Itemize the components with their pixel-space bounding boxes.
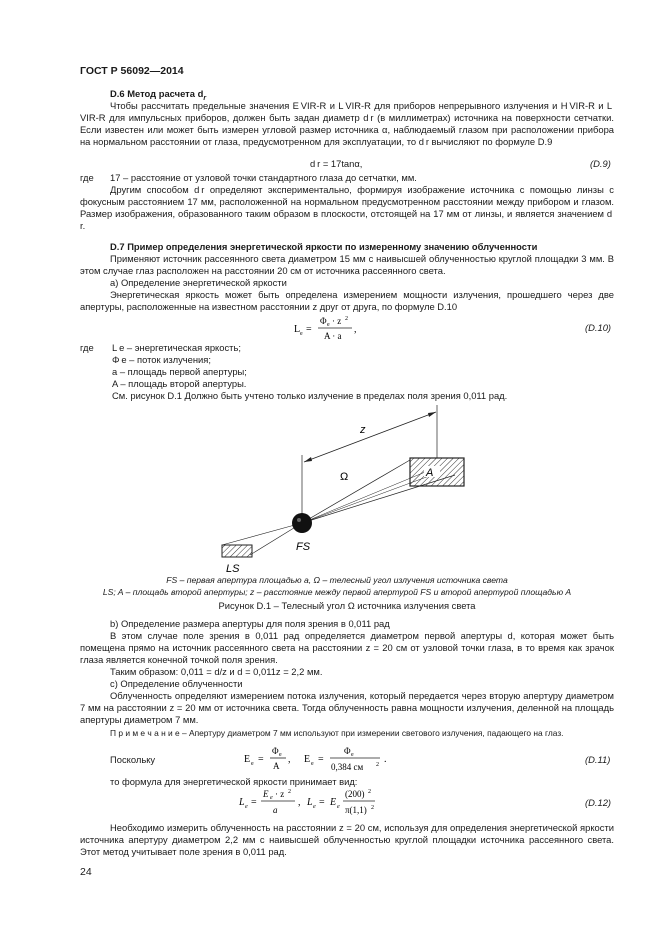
svg-text:e: e — [300, 331, 303, 337]
note: П р и м е ч а н и е – Апертуру диаметром 7 мм используют при измерении светового излучения, падающего на глаз. — [110, 728, 564, 738]
section-d6-heading: D.6 Метод расчета $d_r$ — [110, 88, 207, 102]
aperture-FS-highlight — [297, 518, 301, 522]
label-z: z — [360, 424, 366, 436]
z-arrow-start — [304, 457, 312, 462]
svg-text:.: . — [384, 754, 387, 765]
since-label: Поскольку — [110, 754, 156, 765]
svg-text:(200): (200) — [345, 789, 365, 799]
figure-d1-diagram — [200, 400, 490, 575]
source-LS-box — [222, 545, 252, 557]
figure-caption-line-1: FS – первая апертура площадью a, Ω – телесный угол излучения источника света — [166, 575, 508, 585]
part-b-paragraph-3: Облученность определяют измерением потока излучения, который передается через вторую апертуру диаметром 7 мм на расстоянии z = 20 мм от источника света. Тогда облученность равна мощности излучения, деленной на площадь апертуры диаметром 7 мм. — [80, 690, 614, 725]
z-dimension-line — [304, 412, 436, 462]
svg-text:e: e — [279, 752, 282, 758]
svg-text:A: A — [273, 761, 280, 771]
svg-text:A · a: A · a — [324, 331, 342, 341]
formula-d12-number: (D.12) — [585, 797, 612, 808]
svg-text:Φ: Φ — [344, 746, 351, 756]
formula-d12 — [235, 785, 385, 821]
d6-paragraph-2: Другим способом d r определяют экспериментально, формируя изображение источника с помощью линзы с фокусным расстоянием 17 мм, расположенной на нормальном предусмотренном расстоянии между прибором и глазом. Размер изображения, образованного таким образом в плоскости, отстоящей на 17 мм от линзы, и является значением d r. — [80, 184, 614, 231]
part-b-paragraph-4: Необходимо измерить облученность на расстоянии z = 20 см, используя для определения энергетической яркости источника апертуру диаметром 2,2 мм с наивысшей облученностью круглой площадки источника рассеянного света. Этот метод учитывает поле зрения в 0,011 рад. — [80, 822, 614, 857]
svg-text:Φ: Φ — [272, 746, 279, 756]
where-label: где — [80, 172, 94, 183]
label-LS: LS — [226, 563, 240, 575]
svg-text:=: = — [258, 754, 264, 765]
svg-text:E: E — [330, 797, 337, 808]
svg-text:,: , — [354, 324, 357, 335]
svg-text:L: L — [307, 797, 313, 808]
cone-upper-ray — [302, 460, 410, 523]
svg-text:π(1,1): π(1,1) — [345, 805, 367, 815]
item-a: а) Определение энергетической яркости — [110, 277, 287, 288]
where-d9-text: 17 – расстояние от узловой точки стандартного глаза до сетчатки, мм. — [110, 172, 417, 183]
svg-text:,: , — [298, 797, 301, 808]
svg-text:=: = — [319, 797, 325, 808]
figure-caption-line-2: LS; A – площадь второй апертуры; z – расстояние между первой апертурой FS и второй апертурой площадью A — [102, 587, 572, 597]
svg-text:e: e — [313, 804, 316, 810]
svg-text:2: 2 — [368, 789, 371, 795]
d6-paragraph-1: Чтобы рассчитать предельные значения E VIR-R и L VIR-R для приборов непрерывного излучения и H VIR-R и L VIR-R для импульсных приборов, должен быть задан диаметр d r (в миллиметрах) источника на поверхности сетчатки. Если известен или может быть измерен угловой размер источника α, наблюдаемый глазом при расположении прибора на нормальном расстоянии от глаза, предусмотренном для эксплуатации, то d r вычисляют по формуле D.9 — [80, 100, 614, 147]
see-figure-text: См. рисунок D.1 Должно быть учтено только излучение в пределах поля зрения 0,011 рад. — [112, 390, 508, 401]
svg-text:=: = — [318, 754, 324, 765]
svg-text:· z: · z — [332, 316, 342, 326]
ls-upper-ray — [222, 523, 302, 545]
where-label-2: где — [80, 342, 94, 353]
svg-text:e: e — [245, 804, 248, 810]
label-omega: Ω — [340, 471, 349, 483]
where-item-le: L e – энергетическая яркость; — [112, 342, 241, 353]
svg-text:,: , — [288, 754, 291, 765]
where-item-a: a – площадь первой апертуры; — [112, 366, 247, 377]
then-text: то формула для энергетической яркости принимает вид: — [110, 776, 358, 787]
d7-paragraph-1: Применяют источник рассеянного света диаметром 15 мм с наивысшей облученностью круглой площадки 3 мм. В этом случае глаз расположен на расстоянии 20 см от источника рассеянного света. — [80, 253, 614, 276]
where-item-A: A – площадь второй апертуры. — [112, 378, 247, 389]
svg-text:e: e — [351, 752, 354, 758]
svg-text:E: E — [244, 754, 251, 765]
svg-text:L: L — [239, 797, 245, 808]
formula-d10 — [290, 312, 380, 348]
svg-text:· z: · z — [275, 789, 285, 799]
svg-text:=: = — [306, 324, 312, 335]
svg-text:2: 2 — [376, 762, 379, 768]
svg-text:L: L — [294, 324, 301, 335]
part-b-paragraph-2: Таким образом: 0,011 = d/z и d = 0,011z = 2,2 мм. — [110, 666, 323, 677]
d7-paragraph-2: Энергетическая яркость может быть определена измерением мощности излучения, прошедшего через две апертуры, расположенные на известном расстоянии z друг от друга, по формуле D.10 — [80, 289, 614, 312]
svg-text:e: e — [251, 761, 254, 767]
svg-text:a: a — [273, 805, 278, 815]
svg-text:0,384 см: 0,384 см — [331, 762, 364, 772]
svg-text:e: e — [311, 761, 314, 767]
document-header: ГОСТ Р 56092—2014 — [80, 65, 184, 77]
formula-d11-number: (D.11) — [585, 754, 611, 765]
svg-text:2: 2 — [371, 805, 374, 811]
formula-d10-number: (D.10) — [585, 322, 612, 333]
section-d7-heading: D.7 Пример определения энергетической яркости по измеренному значению облученности — [110, 241, 538, 252]
item-b: b) Определение размера апертуры для поля зрения в 0,011 рад — [110, 618, 390, 629]
svg-text:2: 2 — [345, 316, 348, 322]
page-number: 24 — [80, 866, 92, 878]
aperture-FS-ball — [292, 513, 312, 533]
svg-text:e: e — [270, 795, 273, 801]
part-b-paragraph-1: В этом случае поле зрения в 0,011 рад определяется диаметром первой апертуры d, которая может быть помещена прямо на источник рассеянного света на расстоянии z = 20 см от узловой точки глаза, в то время как зрачок глаза является конечной точкой поля зрения. — [80, 630, 614, 665]
where-item-phi: Φ e – поток излучения; — [112, 354, 211, 365]
svg-text:E: E — [263, 789, 269, 799]
svg-text:E: E — [304, 754, 311, 765]
formula-d11 — [240, 742, 420, 778]
figure-title: Рисунок D.1 – Телесный угол Ω источника излучения света — [218, 600, 476, 611]
z-arrow-end — [428, 412, 436, 417]
svg-text:e: e — [327, 322, 330, 328]
label-FS: FS — [296, 541, 311, 553]
svg-text:Φ: Φ — [320, 316, 327, 326]
label-A: A — [426, 467, 434, 479]
formula-d9-number: (D.9) — [590, 158, 611, 169]
svg-text:2: 2 — [288, 789, 291, 795]
formula-d9: d r = 17tanα, — [310, 158, 363, 169]
svg-text:=: = — [251, 797, 257, 808]
svg-text:e: e — [337, 804, 340, 810]
item-c: c) Определение облученности — [110, 678, 243, 689]
